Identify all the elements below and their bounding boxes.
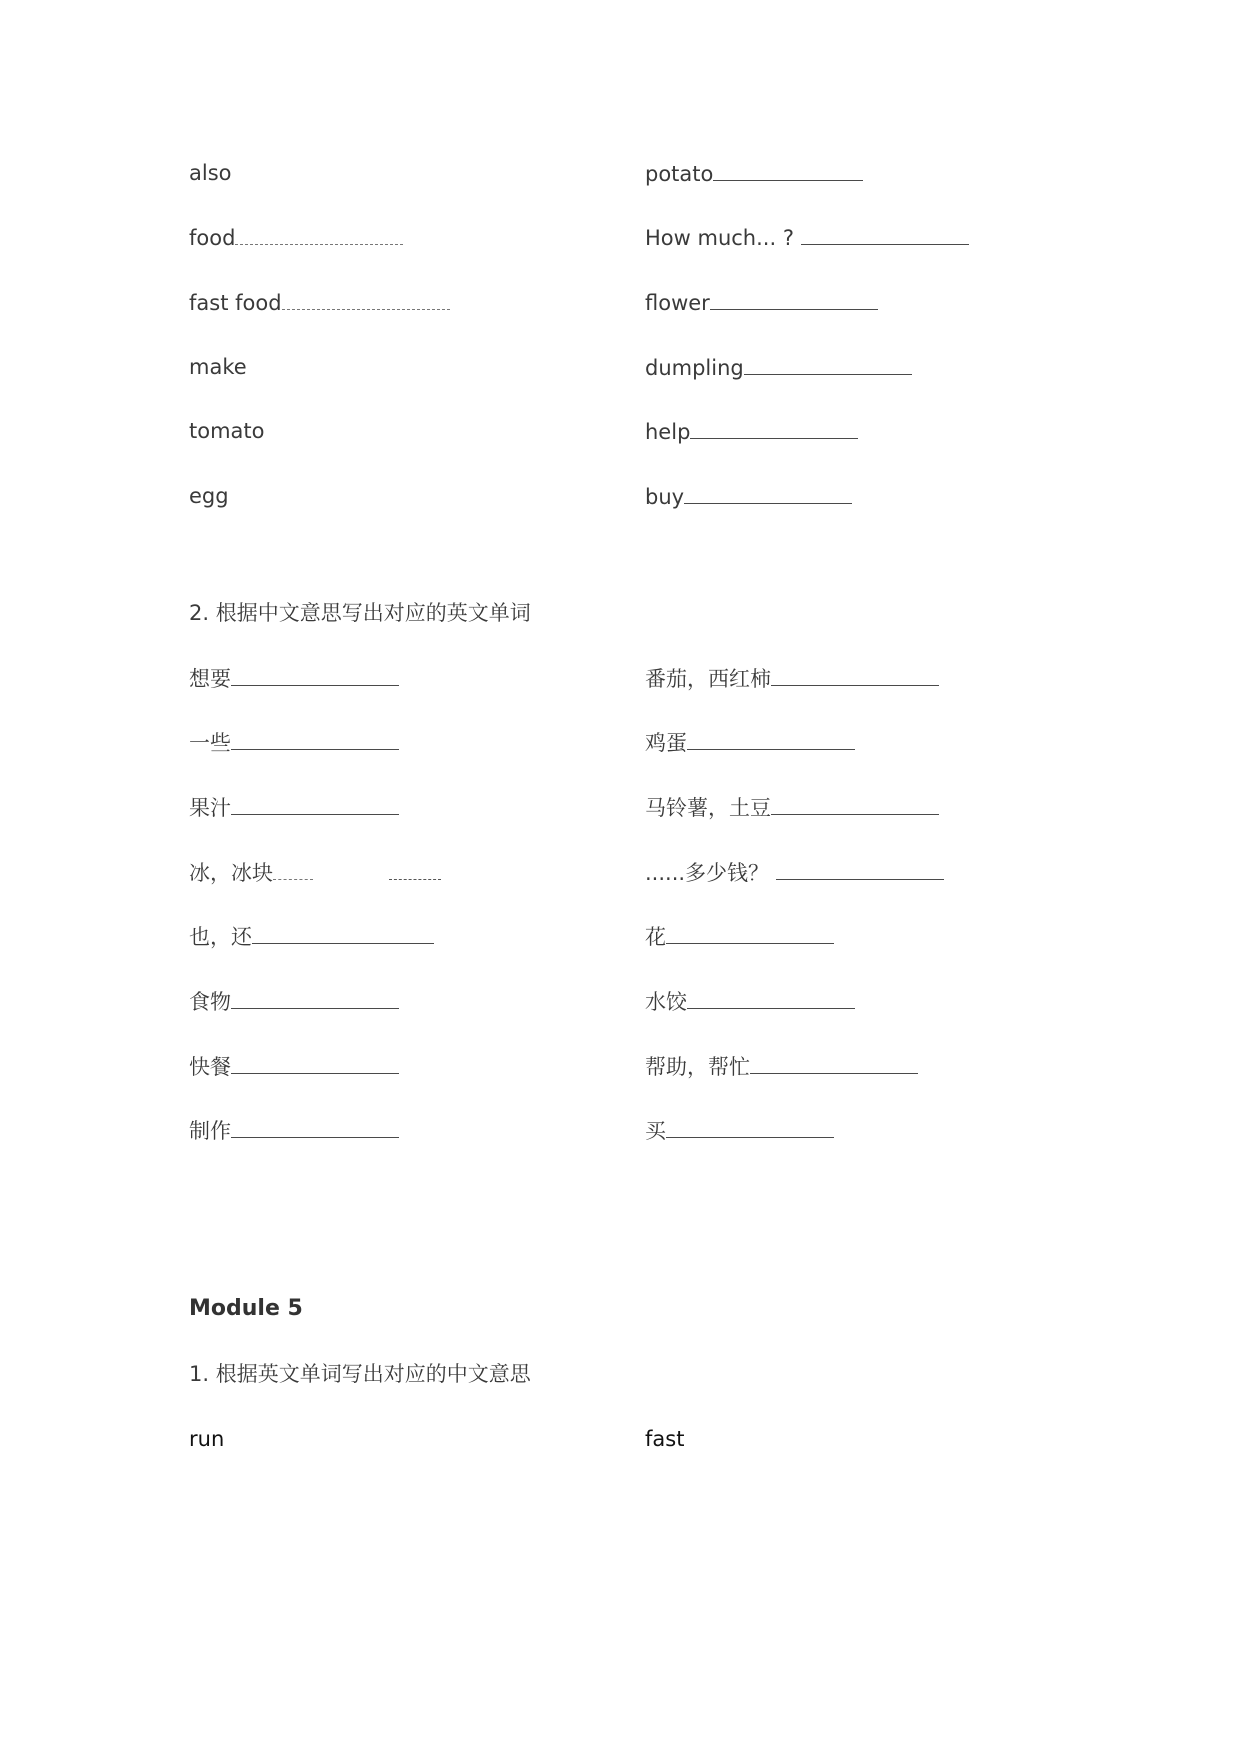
- word-item: [645, 727, 855, 758]
- word-item: [645, 986, 855, 1017]
- answer-blank[interactable]: [744, 352, 912, 375]
- word-item: [645, 222, 969, 253]
- word-label: run: [189, 1427, 225, 1451]
- module-title: Module 5: [189, 1296, 303, 1321]
- word-label: 马铃薯，土豆: [645, 796, 771, 820]
- word-label: fast food: [189, 291, 282, 315]
- answer-blank[interactable]: [282, 287, 450, 310]
- word-label: 花: [645, 925, 666, 949]
- answer-blank[interactable]: [687, 986, 855, 1009]
- answer-blank[interactable]: [231, 1115, 399, 1138]
- word-item: [189, 416, 265, 446]
- word-label: help: [645, 420, 691, 444]
- section-heading: 2. 根据中文意思写出对应的英文单词: [189, 601, 531, 625]
- word-item: [189, 792, 399, 823]
- word-label: also: [189, 161, 232, 185]
- word-item: [189, 1051, 399, 1082]
- word-label: tomato: [189, 419, 265, 443]
- word-label: dumpling: [645, 356, 744, 380]
- word-item: [189, 222, 403, 253]
- answer-blank[interactable]: [231, 727, 399, 750]
- answer-blank[interactable]: [666, 921, 834, 944]
- word-label: 水饺: [645, 990, 687, 1014]
- word-item: [189, 727, 399, 758]
- word-item: [189, 158, 232, 188]
- word-item: [645, 481, 852, 512]
- word-label: 冰，冰块: [189, 861, 273, 885]
- answer-blank[interactable]: [713, 158, 863, 181]
- answer-blank[interactable]: [273, 857, 313, 880]
- word-item: [189, 481, 229, 511]
- word-item: [645, 287, 878, 318]
- word-item: [645, 663, 939, 694]
- answer-blank[interactable]: [771, 792, 939, 815]
- answer-blank[interactable]: [710, 287, 878, 310]
- answer-blank[interactable]: [771, 663, 939, 686]
- word-item: [189, 352, 247, 382]
- word-label: 买: [645, 1119, 666, 1143]
- word-item: [189, 663, 399, 694]
- answer-blank[interactable]: [389, 857, 441, 880]
- word-label: 食物: [189, 990, 231, 1014]
- word-item: [645, 857, 944, 888]
- word-label: make: [189, 355, 247, 379]
- word-item: [645, 1115, 834, 1146]
- word-label: food: [189, 226, 236, 250]
- word-item: [189, 921, 434, 952]
- word-item: [645, 1424, 684, 1454]
- word-label: How much... ?: [645, 226, 801, 250]
- word-item: [645, 416, 858, 447]
- answer-blank[interactable]: [666, 1115, 834, 1138]
- word-label: potato: [645, 162, 714, 186]
- word-item: [189, 287, 450, 318]
- answer-blank[interactable]: [231, 792, 399, 815]
- word-item: [645, 158, 863, 189]
- word-item: [645, 352, 912, 383]
- answer-blank[interactable]: [235, 222, 403, 245]
- word-item: [189, 857, 441, 888]
- answer-blank[interactable]: [750, 1051, 918, 1074]
- word-item: [645, 792, 939, 823]
- word-item: [645, 921, 834, 952]
- word-label: 快餐: [189, 1055, 231, 1079]
- word-label: 果汁: [189, 796, 231, 820]
- answer-blank[interactable]: [231, 986, 399, 1009]
- answer-blank[interactable]: [776, 857, 944, 880]
- word-item: [189, 1424, 224, 1454]
- answer-blank[interactable]: [231, 1051, 399, 1074]
- word-item: [189, 986, 399, 1017]
- word-label: 也，还: [189, 925, 252, 949]
- word-item: [645, 1051, 918, 1082]
- answer-blank[interactable]: [690, 416, 858, 439]
- answer-blank[interactable]: [687, 727, 855, 750]
- word-label: fast: [645, 1427, 685, 1451]
- word-label: 制作: [189, 1119, 231, 1143]
- word-label: 番茄，西红柿: [645, 667, 771, 691]
- word-label: 帮助，帮忙: [645, 1055, 750, 1079]
- word-label: buy: [645, 485, 685, 509]
- word-label: egg: [189, 484, 229, 508]
- section-heading: 1. 根据英文单词写出对应的中文意思: [189, 1362, 531, 1386]
- word-label: 一些: [189, 731, 231, 755]
- answer-blank[interactable]: [231, 663, 399, 686]
- word-item: [189, 1115, 399, 1146]
- answer-blank[interactable]: [801, 222, 969, 245]
- answer-blank[interactable]: [252, 921, 434, 944]
- word-label: ......多少钱？: [645, 861, 776, 885]
- word-label: 想要: [189, 667, 231, 691]
- word-label: 鸡蛋: [645, 731, 687, 755]
- answer-blank[interactable]: [684, 481, 852, 504]
- word-label: flower: [645, 291, 710, 315]
